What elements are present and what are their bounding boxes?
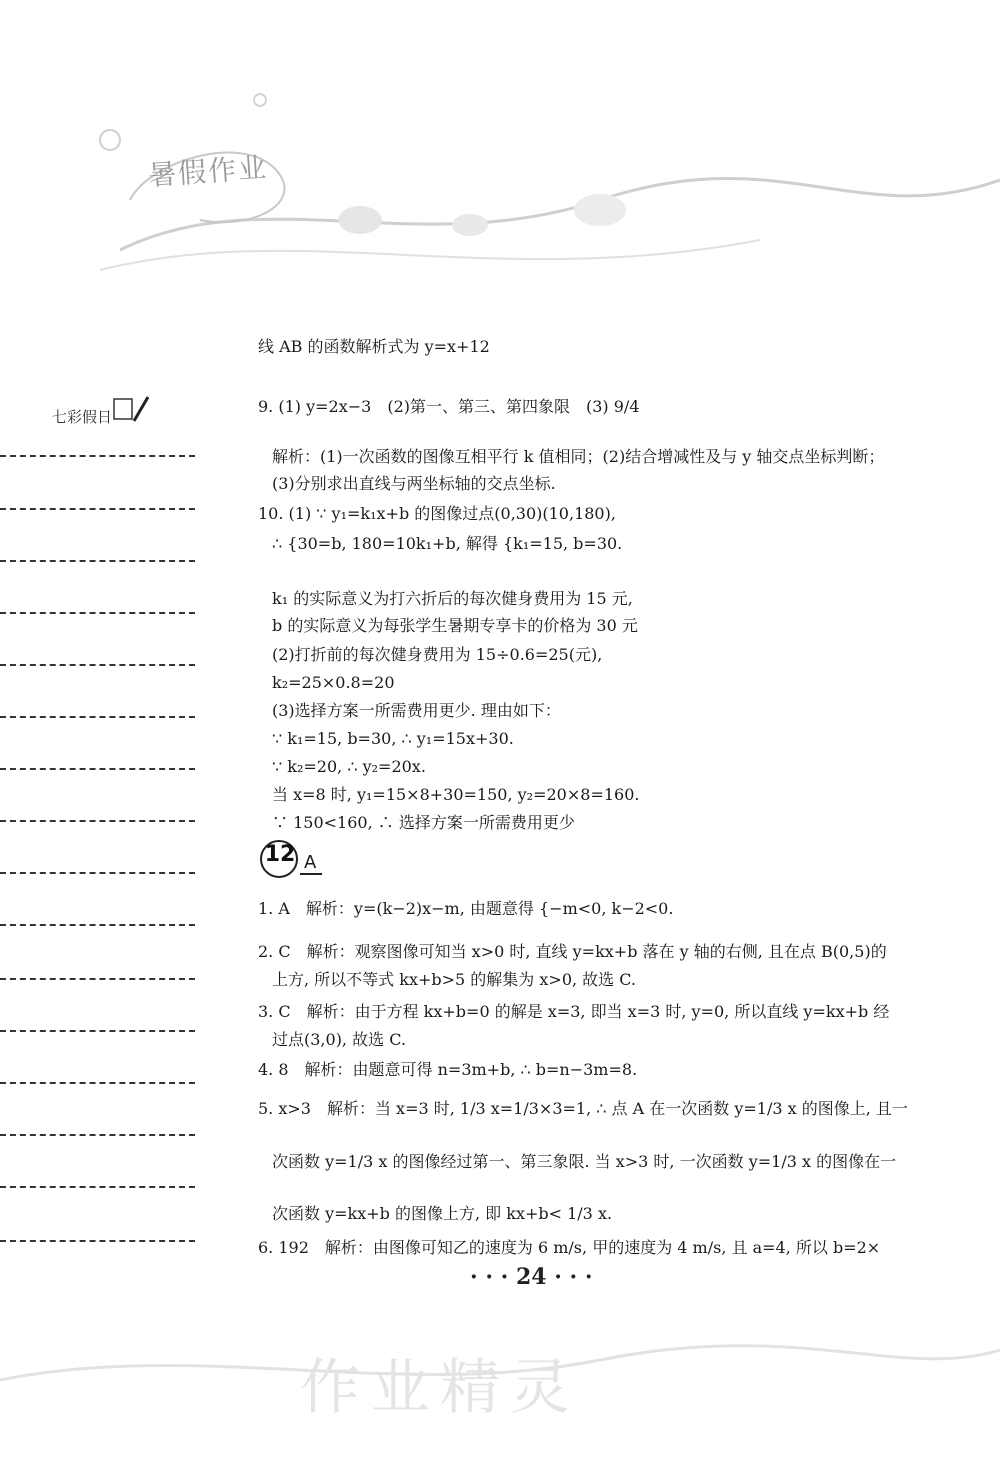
text-line: 次函数 y=1/3 x 的图像经过第一、第三象限. 当 x>3 时, 一次函数 y=1/3 x 的图像在一 xyxy=(272,1152,897,1171)
section-letter: A xyxy=(304,852,317,873)
text-line: 4. 8 解析：由题意可得 n=3m+b, ∴ b=n−3m=8. xyxy=(258,1060,638,1079)
text-line: 线 AB 的函数解析式为 y=x+12 xyxy=(258,337,490,356)
sidebar-dash-line xyxy=(0,1240,195,1242)
sidebar-dash-line xyxy=(0,820,195,822)
section-rule xyxy=(300,873,322,875)
text-line: 9. (1) y=2x−3 (2)第一、第三、第四象限 (3) 9/4 xyxy=(258,397,640,416)
text-line: (2)打折前的每次健身费用为 15÷0.6=25(元), xyxy=(272,645,603,664)
text-line: 5. x>3 解析：当 x=3 时, 1/3 x=1/3×3=1, ∴ 点 A 在一次函数 y=1/3 x 的图像上, 且一 xyxy=(258,1099,908,1118)
text-line: (3)分别求出直线与两坐标轴的交点坐标. xyxy=(272,474,556,493)
text-line: k₂=25×0.8=20 xyxy=(272,673,395,692)
text-line: 1. A 解析：y=(k−2)x−m, 由题意得 {−m<0, k−2<0. xyxy=(258,899,674,918)
sidebar-dash-line xyxy=(0,1082,195,1084)
text-line: 当 x=8 时, y₁=15×8+30=150, y₂=20×8=160. xyxy=(272,785,640,804)
text-line: (3)选择方案一所需费用更少. 理由如下： xyxy=(272,701,561,720)
text-line: 过点(3,0), 故选 C. xyxy=(272,1030,406,1049)
sidebar-dash-line xyxy=(0,508,195,510)
sidebar-label: 七彩假日 xyxy=(52,408,113,426)
sidebar-dash-line xyxy=(0,560,195,562)
section-number: 12 xyxy=(264,842,296,867)
text-line: 次函数 y=kx+b 的图像上方, 即 kx+b< 1/3 x. xyxy=(272,1204,613,1223)
text-line: 2. C 解析：观察图像可知当 x>0 时, 直线 y=kx+b 落在 y 轴的右侧, 且在点 B(0,5)的 xyxy=(258,942,887,961)
text-line: 解析：(1)一次函数的图像互相平行 k 值相同；(2)结合增减性及与 y 轴交点坐标判断； xyxy=(272,447,885,466)
text-line: 6. 192 解析：由图像可知乙的速度为 6 m/s, 甲的速度为 4 m/s, 且 a=4, 所以 b=2× xyxy=(258,1238,881,1257)
sidebar-dash-line xyxy=(0,978,195,980)
sidebar-dash-line xyxy=(0,872,195,874)
sidebar-dash-line xyxy=(0,1030,195,1032)
sidebar-dash-line xyxy=(0,455,195,457)
text-line: 3. C 解析：由于方程 kx+b=0 的解是 x=3, 即当 x=3 时, y=0, 所以直线 y=kx+b 经 xyxy=(258,1002,890,1021)
text-line: ∵ k₁=15, b=30, ∴ y₁=15x+30. xyxy=(272,729,514,748)
sidebar-dash-line xyxy=(0,768,195,770)
banner-title: 暑假作业 xyxy=(147,150,270,193)
watermark: 作业精灵 xyxy=(300,1353,580,1423)
sidebar-dash-line xyxy=(0,924,195,926)
text-line: 10. (1) ∵ y₁=k₁x+b 的图像过点(0,30)(10,180), xyxy=(258,504,616,523)
text-line: ∴ {30=b, 180=10k₁+b, 解得 {k₁=15, b=30. xyxy=(272,534,623,553)
text-line: ∵ k₂=20, ∴ y₂=20x. xyxy=(272,757,426,776)
sidebar-dash-line xyxy=(0,716,195,718)
text-line: ∵ 150<160, ∴ 选择方案一所需费用更少 xyxy=(272,813,575,832)
text-line: 上方, 所以不等式 kx+b>5 的解集为 x>0, 故选 C. xyxy=(272,970,637,989)
sidebar-dash-line xyxy=(0,612,195,614)
page-number: · · · 24 · · · xyxy=(470,1264,593,1290)
text-line: k₁ 的实际意义为打六折后的每次健身费用为 15 元, xyxy=(272,589,633,608)
text-line: b 的实际意义为每张学生暑期专享卡的价格为 30 元 xyxy=(272,616,638,635)
sidebar-dash-line xyxy=(0,1186,195,1188)
sidebar-dash-line xyxy=(0,664,195,666)
sidebar-dash-line xyxy=(0,1134,195,1136)
